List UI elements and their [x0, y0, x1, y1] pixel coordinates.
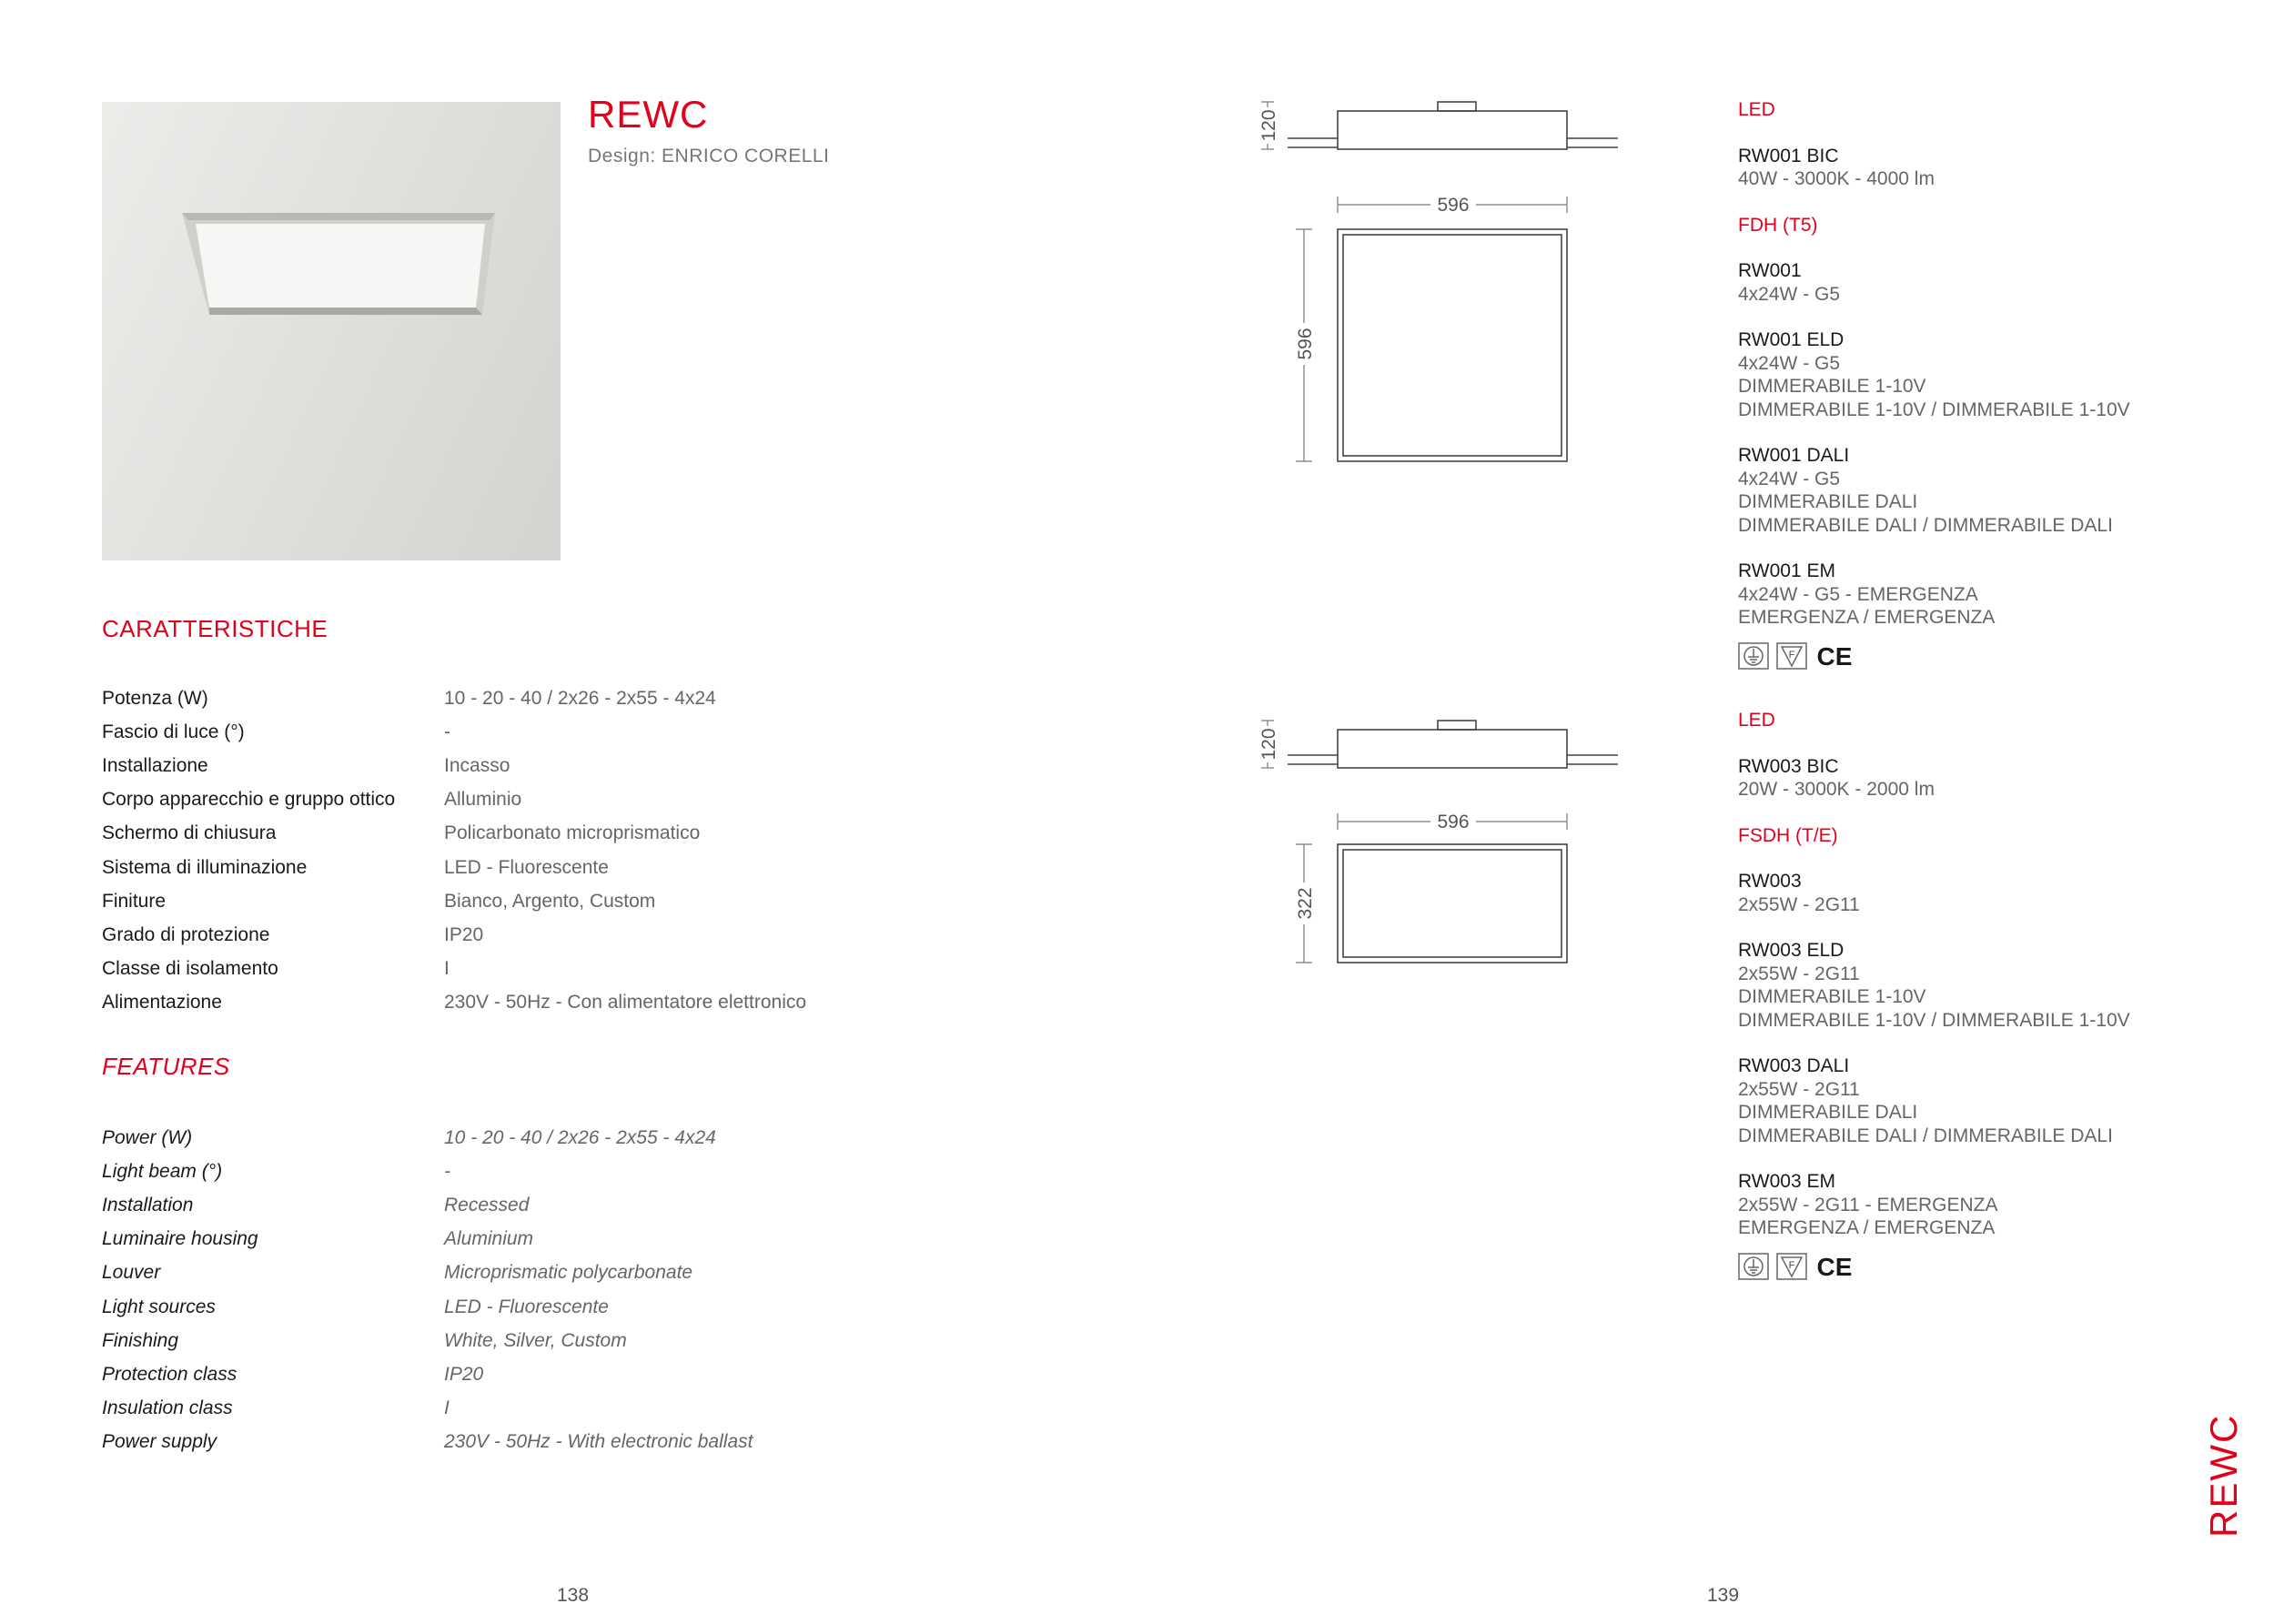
product-code: RW003 ELD [1738, 940, 1844, 961]
table-row [102, 1324, 753, 1357]
f-mark-icon [1776, 1253, 1807, 1280]
spec-value: Microprismatic polycarbonate [444, 1262, 693, 1284]
spec-value: - [444, 721, 450, 742]
list-item [1738, 755, 2130, 802]
spec-label: Installazione [102, 754, 208, 776]
list-item [1738, 560, 2130, 630]
table-row [102, 1223, 753, 1256]
product-list-rw003 [1738, 709, 2130, 1280]
spec-value: I [444, 958, 450, 980]
ce-mark-icon [1814, 642, 1855, 670]
product-spec: DIMMERABILE 1-10V / DIMMERABILE 1-10V [1738, 1009, 2130, 1031]
spec-label: Finishing [102, 1329, 179, 1351]
f-mark-label: F [1788, 649, 1795, 661]
group-label: LED [1738, 710, 1775, 731]
section-heading-italian: CARATTERISTICHE [102, 615, 328, 642]
table-row [102, 953, 806, 986]
technical-drawing-rectangular [1238, 710, 1629, 973]
section-heading-english: FEATURES [102, 1053, 230, 1080]
table-row [102, 986, 806, 1020]
spec-value: LED - Fluorescente [444, 856, 609, 878]
table-row [102, 817, 806, 851]
list-item [1738, 939, 2130, 1032]
spec-value: - [444, 1160, 450, 1182]
spec-value: LED - Fluorescente [444, 1296, 609, 1317]
table-row [102, 715, 806, 749]
spec-label: Power (W) [102, 1126, 193, 1148]
width-dimension-label: 596 [1437, 195, 1470, 216]
product-spec: EMERGENZA / EMERGENZA [1738, 1217, 1996, 1238]
height-dimension-label: 120 [1258, 728, 1279, 761]
spec-label: Potenza (W) [102, 687, 208, 709]
product-spec: 2x55W - 2G11 - EMERGENZA [1738, 1194, 1998, 1215]
ce-mark-icon [1814, 1253, 1855, 1280]
product-spec: 4x24W - G5 - EMERGENZA [1738, 583, 1978, 605]
f-mark-icon [1776, 642, 1807, 670]
product-spec: DIMMERABILE 1-10V [1738, 376, 1926, 397]
product-code: RW003 BIC [1738, 755, 1839, 777]
certification-marks [1738, 642, 2130, 670]
spec-value: I [444, 1397, 450, 1419]
group-label: FDH (T5) [1738, 214, 1818, 236]
earth-class-icon [1738, 1253, 1769, 1280]
product-spec: EMERGENZA / EMERGENZA [1738, 607, 1996, 628]
table-row [102, 1357, 753, 1391]
spec-value: 10 - 20 - 40 / 2x26 - 2x55 - 4x24 [444, 687, 716, 709]
spec-value: 230V - 50Hz - Con alimentatore elettronico [444, 992, 807, 1014]
product-code: RW001 ELD [1738, 329, 1844, 350]
spec-label: Light beam (°) [102, 1160, 223, 1182]
spec-value: Alluminio [444, 789, 522, 811]
product-spec: 4x24W - G5 [1738, 352, 1841, 374]
ce-mark-label: CE [1816, 1252, 1853, 1280]
spec-label: Luminaire housing [102, 1228, 258, 1250]
spec-label: Power supply [102, 1431, 217, 1453]
product-spec: 4x24W - G5 [1738, 468, 1841, 489]
product-spec: DIMMERABILE DALI [1738, 1102, 1918, 1123]
spec-label: Light sources [102, 1296, 216, 1317]
spec-value: IP20 [444, 1363, 484, 1385]
product-code: RW001 [1738, 260, 1802, 281]
height-dimension-label: 120 [1258, 109, 1279, 142]
product-code: RW003 DALI [1738, 1055, 1850, 1076]
list-item [1738, 1170, 2130, 1240]
product-spec: DIMMERABILE DALI / DIMMERABILE DALI [1738, 514, 2113, 536]
table-row [102, 783, 806, 817]
side-product-title: REWC [2202, 1413, 2245, 1538]
table-row [102, 918, 806, 952]
spec-label: Louver [102, 1262, 161, 1284]
table-row [102, 884, 806, 918]
product-spec: DIMMERABILE DALI [1738, 491, 1918, 512]
list-item [1738, 1054, 2130, 1147]
spec-value: IP20 [444, 923, 484, 945]
width-dimension-label: 596 [1437, 812, 1470, 832]
spec-label: Sistema di illuminazione [102, 856, 308, 878]
table-row [102, 1155, 753, 1188]
table-row [102, 851, 806, 884]
product-code: RW001 EM [1738, 560, 1835, 581]
spec-value: 10 - 20 - 40 / 2x26 - 2x55 - 4x24 [444, 1126, 716, 1148]
list-item [1738, 328, 2130, 421]
product-list-rw001 [1738, 98, 2130, 670]
spec-label: Fascio di luce (°) [102, 721, 245, 742]
spec-value: Recessed [444, 1194, 530, 1215]
spec-table-italian [102, 681, 806, 1020]
product-code: RW001 BIC [1738, 145, 1839, 166]
list-item [1738, 145, 2130, 191]
spec-label: Grado di protezione [102, 923, 270, 945]
spec-value: Aluminium [444, 1228, 534, 1250]
table-row [102, 1188, 753, 1222]
list-item [1738, 259, 2130, 306]
depth-dimension-label: 322 [1295, 887, 1316, 920]
list-item [1738, 444, 2130, 537]
product-spec: 2x55W - 2G11 [1738, 963, 1860, 984]
product-spec: 20W - 3000K - 2000 lm [1738, 779, 1935, 800]
product-spec: DIMMERABILE 1-10V / DIMMERABILE 1-10V [1738, 398, 2130, 420]
product-title: REWC [588, 93, 709, 136]
table-row [102, 1426, 753, 1459]
product-spec: DIMMERABILE 1-10V [1738, 986, 1926, 1007]
table-row [102, 1392, 753, 1426]
ce-mark-label: CE [1816, 641, 1853, 670]
table-row [102, 1256, 753, 1290]
spec-value: White, Silver, Custom [444, 1329, 627, 1351]
technical-drawing-square [1238, 91, 1629, 473]
spec-label: Corpo apparecchio e gruppo ottico [102, 789, 396, 811]
f-mark-label: F [1788, 1259, 1795, 1271]
spec-label: Schermo di chiusura [102, 822, 277, 844]
group-label: FSDH (T/E) [1738, 824, 1838, 846]
product-code: RW003 [1738, 871, 1802, 892]
product-spec: 4x24W - G5 [1738, 283, 1841, 305]
list-item [1738, 870, 2130, 916]
table-row [102, 749, 806, 782]
designer-credit: Design: ENRICO CORELLI [588, 146, 830, 166]
product-spec: 2x55W - 2G11 [1738, 893, 1860, 915]
spec-label: Protection class [102, 1363, 238, 1385]
product-photo [102, 102, 561, 560]
spec-table-english [102, 1121, 753, 1459]
product-spec: DIMMERABILE DALI / DIMMERABILE DALI [1738, 1125, 2113, 1146]
page-number-right: 139 [1707, 1585, 1740, 1606]
spec-value: 230V - 50Hz - With electronic ballast [444, 1431, 753, 1453]
product-spec: 40W - 3000K - 4000 lm [1738, 168, 1935, 189]
spec-label: Installation [102, 1194, 194, 1215]
certification-marks [1738, 1253, 2130, 1280]
recessed-panel-illustration [102, 102, 561, 560]
spec-label: Finiture [102, 890, 167, 912]
page-number-left: 138 [557, 1585, 590, 1606]
spec-value: Incasso [444, 754, 510, 776]
table-row [102, 1290, 753, 1324]
table-row [102, 1121, 753, 1155]
depth-dimension-label: 596 [1295, 328, 1316, 360]
spec-value: Policarbonato microprismatico [444, 822, 701, 844]
spec-label: Classe di isolamento [102, 958, 278, 980]
product-spec: 2x55W - 2G11 [1738, 1078, 1860, 1100]
earth-class-icon [1738, 642, 1769, 670]
table-row [102, 681, 806, 715]
product-code: RW001 DALI [1738, 445, 1850, 466]
spec-label: Alimentazione [102, 992, 222, 1014]
spec-value: Bianco, Argento, Custom [444, 890, 656, 912]
spec-label: Insulation class [102, 1397, 233, 1419]
product-code: RW003 EM [1738, 1171, 1835, 1192]
group-label: LED [1738, 99, 1775, 120]
